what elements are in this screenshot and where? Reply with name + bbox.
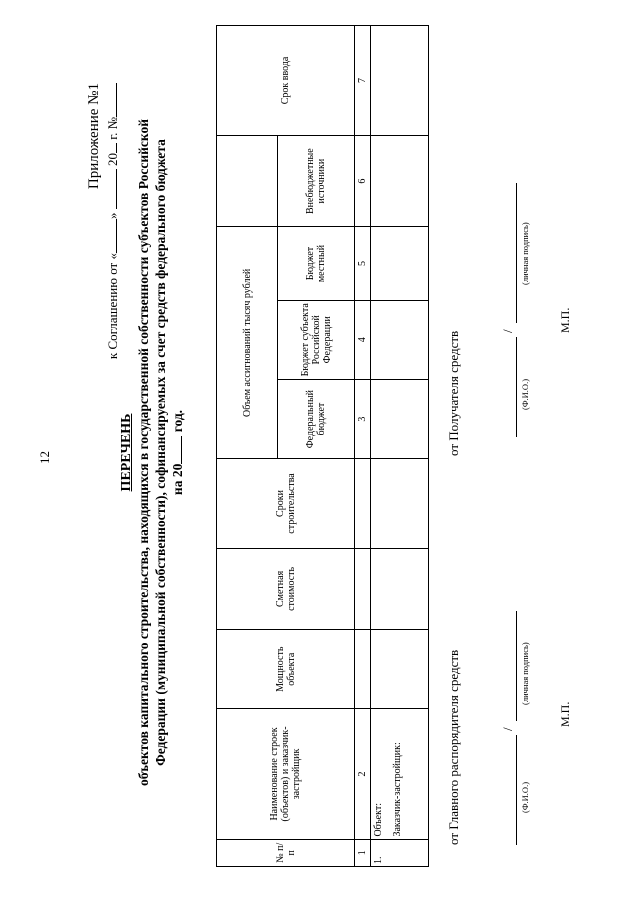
header-construction-terms: Сроки строительства [217,459,355,548]
agreement-prefix: к Соглашению от « [105,253,120,360]
row-local-budget [371,227,429,300]
row-num: 1. [371,839,429,866]
right-fio-line [516,337,517,437]
agreement-number-blank [104,83,117,117]
objects-table [216,25,429,867]
heading-line-1: объектов капитального строительства, находящихся в государственной собственности субъектов Российской [136,118,151,787]
right-signature-line [516,183,517,323]
col-number [355,630,371,709]
page-number: 12 [37,451,52,464]
heading-line-3 [169,0,186,905]
header-commissioning: Срок ввода [217,26,355,136]
right-signature-label: (личная подпись) [520,222,530,285]
column-number-row [355,26,371,867]
year-prefix: 20 [105,153,120,167]
left-fio-label: (Ф.И.О.) [520,781,530,813]
row-object [371,709,429,839]
table-row [371,26,429,867]
left-stamp-label: М.П. [558,701,572,727]
number-label: г. № [105,117,120,140]
left-slash: / [500,727,515,731]
year-blank [169,436,182,464]
header-extrabudgetary: Внебюджетные источники [278,135,355,227]
row-construction-terms [371,459,429,548]
col-number [355,548,371,629]
left-signature-line [516,611,517,721]
date-month-blank [104,169,117,209]
right-stamp-label: М.П. [558,307,572,333]
annex-title: Приложение №1 [86,83,102,190]
left-signature-caption: от Главного распорядителя средств [446,649,461,845]
row-commissioning [371,26,429,136]
quote-close: » [105,212,120,220]
customer-label: Заказчик-застройщик: [392,742,403,837]
header-estimated-cost: Сметная стоимость [217,548,355,629]
right-signature-caption: от Получателя средств [446,330,461,456]
col-number: 1 [355,839,371,866]
col-number: 3 [355,379,371,458]
col-number: 7 [355,26,371,136]
header-name: Наименование строек (объектов) и заказчик-застройщик [217,709,355,839]
heading-line-2: Федерации (муниципальной собственности), софинансируемых за счет средств федерального бюджета [153,139,168,766]
row-federal-budget [371,379,429,458]
date-day-blank [104,219,117,253]
header-regional-budget: Бюджет субъекта Российской Федерации [278,300,355,379]
row-regional-budget [371,300,429,379]
year-blank [104,143,117,153]
year-label-suffix: год. [170,409,185,433]
header-num: № п/п [217,839,355,866]
row-capacity [371,630,429,709]
col-number [355,459,371,548]
left-fio-line [516,735,517,845]
header-funding: Объем ассигнований тысяч рублей [217,227,278,459]
header-capacity: Мощность объекта [217,630,355,709]
row-estimated-cost [371,548,429,629]
right-fio-label: (Ф.И.О.) [520,378,530,410]
document-title: ПЕРЕЧЕНЬ [119,413,134,492]
row-extrabudgetary [371,135,429,227]
col-number: 2 [355,709,371,839]
document-heading [118,0,186,905]
header-federal-budget: Федеральный бюджет [278,379,355,458]
col-number: 4 [355,300,371,379]
header-extrabudgetary-top [217,135,278,227]
object-label: Объект: [373,803,384,837]
header-local-budget: Бюджет местный [278,227,355,300]
left-signature-label: (личная подпись) [520,642,530,705]
col-number: 6 [355,135,371,227]
col-number: 5 [355,227,371,300]
right-slash: / [500,329,515,333]
year-label-prefix: на 20 [170,463,185,496]
